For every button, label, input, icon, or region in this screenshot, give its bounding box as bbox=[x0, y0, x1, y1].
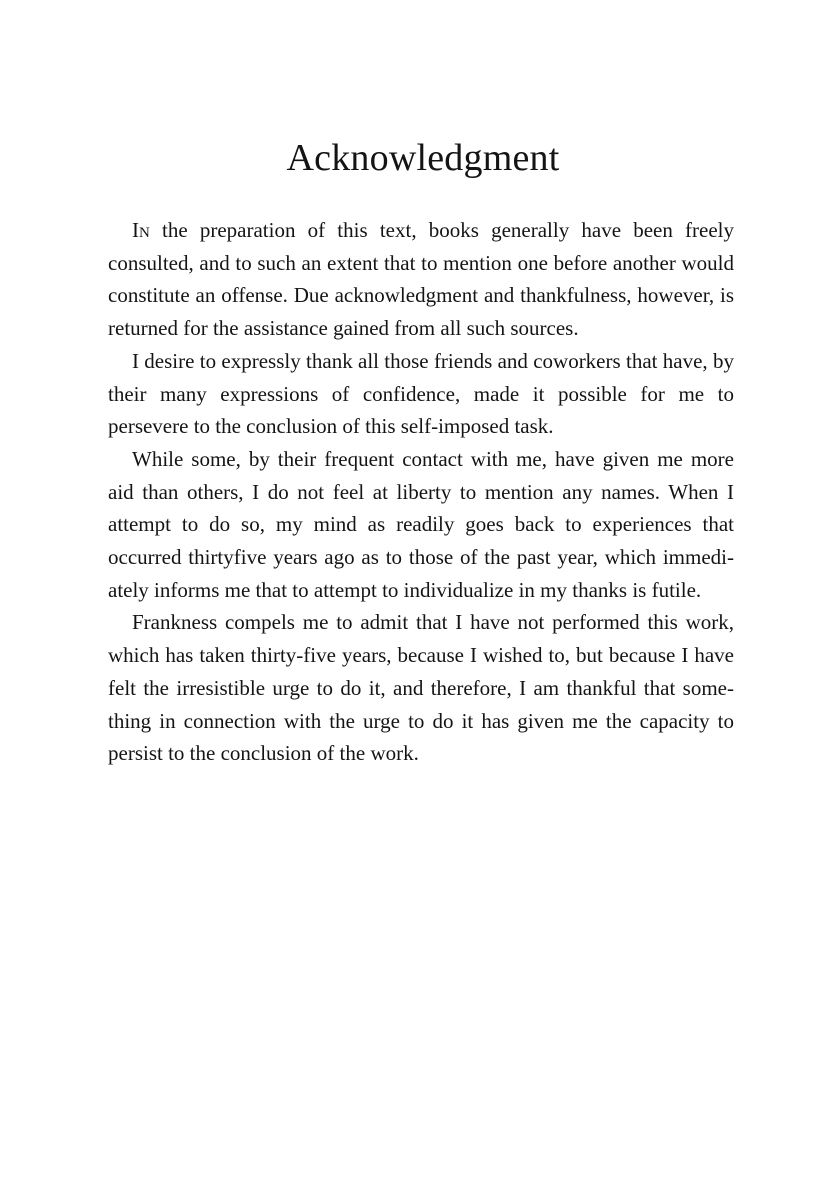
paragraph-3: While some, by their frequent contact with me, have given me more aid than others, I do not feel at liberty to mention any names. When I attempt to do so, my mind as readily goes back to experiences that occurred thirtyfive years ago as to those of the past year, which immediately informs me that to attempt to individualize in my thanks is futile. bbox=[108, 446, 734, 602]
paragraph-2: I desire to expressly thank all those friends and coworkers that have, by their many expressions of confidence, made it possible for me to persevere to the conclusion of this self-imposed task. bbox=[108, 348, 734, 439]
paragraph-1-lead: In bbox=[132, 218, 150, 242]
paragraph-1-text: the preparation of this text, books generally have been freely consulted, and to such an extent that to mention one before another would constitute an offense. Due acknowledgment and thankfulness, however, is returned for the assistance gained from all such sources. bbox=[108, 218, 734, 341]
paragraph-1 bbox=[108, 214, 734, 345]
page-title: Acknowledgment bbox=[286, 137, 560, 179]
paragraph-4: Frankness compels me to admit that I have not performed this work, which has taken thirty-five years, because I wished to, but because I have felt the irresistible urge to do it, and therefore, I am thankful that something in connection with the urge to do it has given me the capacity to persist to the conclusion of the work. bbox=[108, 610, 734, 766]
body-text bbox=[108, 214, 734, 770]
